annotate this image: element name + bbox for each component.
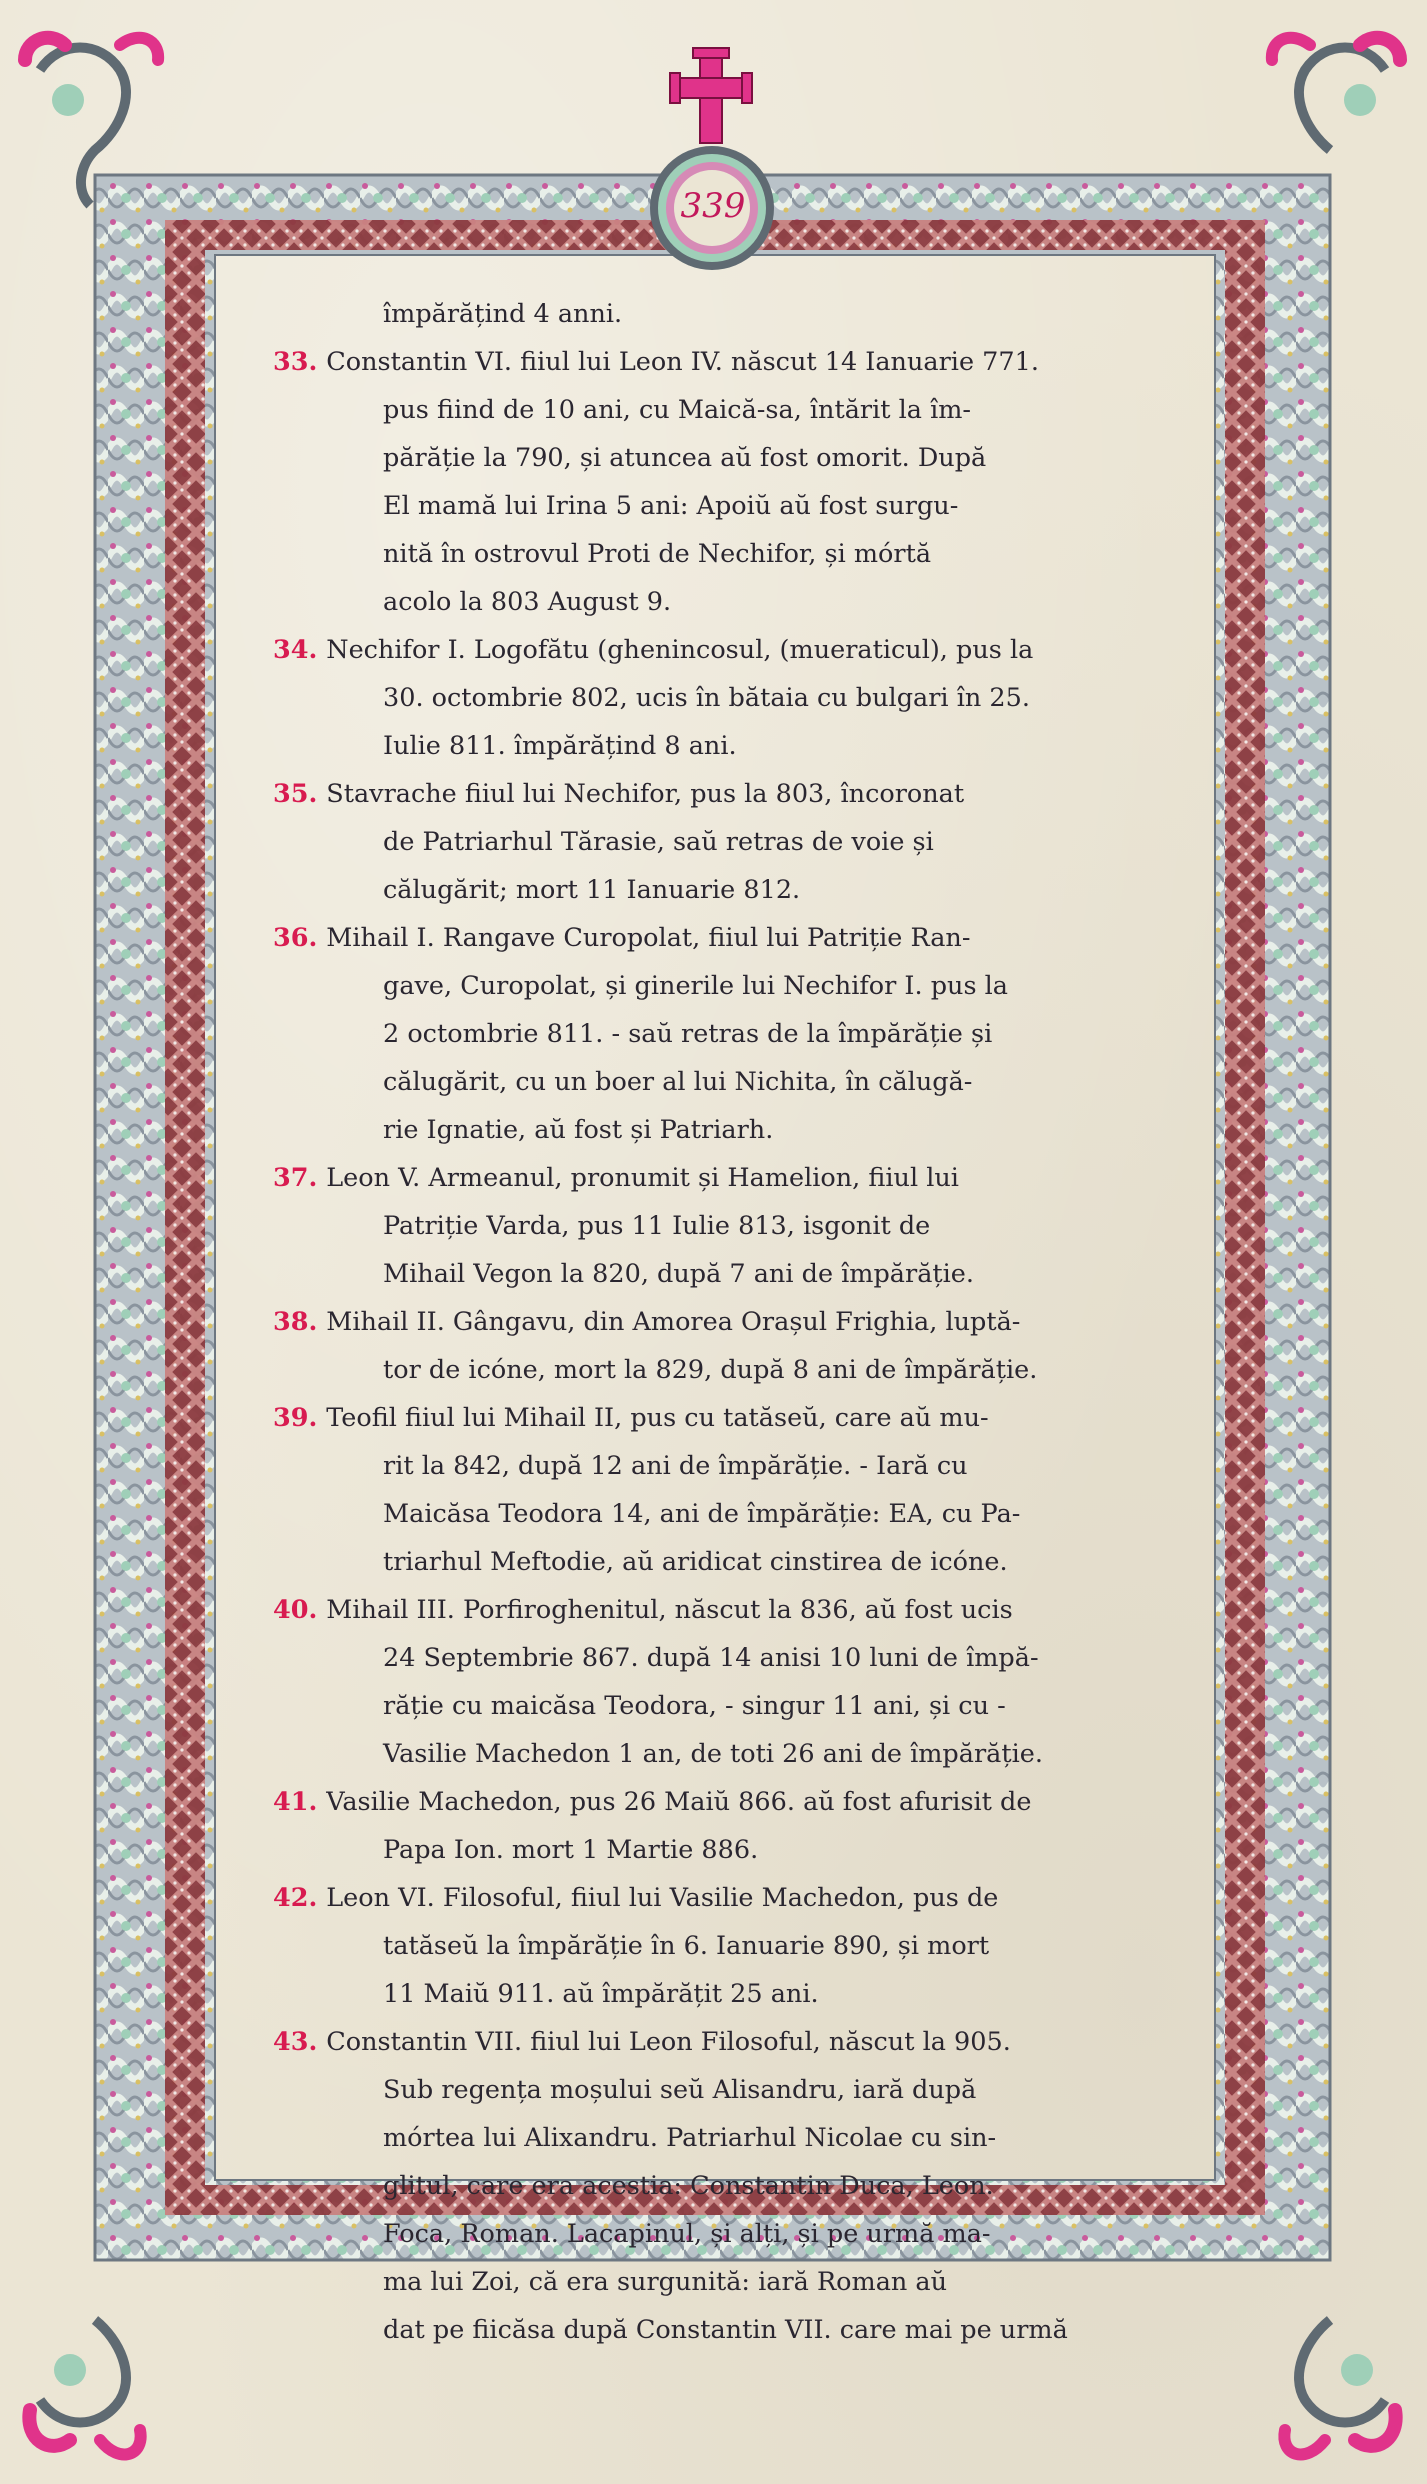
entry-line — [255, 1394, 1190, 1442]
entry-number: 33. — [273, 347, 327, 377]
text-line: triarhul Meftodie, aŭ aridicat cinstirea de icóne. — [383, 1547, 1008, 1577]
entry-text: Mihail III. Porfiroghenitul, născut la 836, aŭ fost ucis — [326, 1595, 1013, 1625]
entry-text: Leon VI. Filosoful, fiiul lui Vasilie Machedon, pus de — [326, 1883, 999, 1913]
entry-number: 37. — [273, 1163, 327, 1193]
text-line: Iulie 811. împărățind 8 ani. — [383, 731, 737, 761]
text-line: împărățind 4 anni. — [383, 299, 623, 329]
entry-number: 35. — [273, 779, 327, 809]
entry-number: 38. — [273, 1307, 327, 1337]
entry-line — [255, 1874, 1190, 1922]
entry-line — [255, 1778, 1190, 1826]
entry-line — [255, 626, 1190, 674]
corner-ornament-bottom-right — [1284, 2320, 1395, 2454]
entry-number: 34. — [273, 635, 327, 665]
text-line: pus fiind de 10 ani, cu Maică-sa, întărit la îm- — [383, 395, 972, 425]
text-line: părăție la 790, și atuncea aŭ fost omorit. După — [383, 443, 987, 473]
entry-text: Leon V. Armeanul, pronumit și Hamelion, fiiul lui — [326, 1163, 959, 1193]
text-line: tatăseŭ la împărăție în 6. Ianuarie 890, și mort — [383, 1931, 990, 1961]
entry-text: Constantin VI. fiiul lui Leon IV. născut 14 Ianuarie 771. — [326, 347, 1039, 377]
text-line: rie Ignatie, aŭ fost și Patriarh. — [383, 1115, 774, 1145]
corner-ornament-bottom-left — [29, 2320, 140, 2454]
entry-line — [255, 338, 1190, 386]
text-line: dat pe fiicăsa după Constantin VII. care mai pe urmă — [383, 2315, 1068, 2345]
text-line: călugărit; mort 11 Ianuarie 812. — [383, 875, 801, 905]
cross-icon — [670, 48, 752, 143]
entry-number: 39. — [273, 1403, 327, 1433]
entry-text: Teofil fiiul lui Mihail II, pus cu tatăseŭ, care aŭ mu- — [326, 1403, 989, 1433]
text-line: mórtea lui Alixandru. Patriarhul Nicolae cu sin- — [383, 2123, 997, 2153]
text-line: El mamă lui Irina 5 ani: Apoiŭ aŭ fost surgu- — [383, 491, 959, 521]
entry-text: Mihail II. Gângavu, din Amorea Orașul Frighia, luptă- — [326, 1307, 1021, 1337]
text-line: Sub regența moșului seŭ Alisandru, iară după — [383, 2075, 977, 2105]
entry-number: 41. — [273, 1787, 327, 1817]
text-line: glitul, care era acestia: Constantin Duca, Leon. — [383, 2171, 994, 2201]
entry-text: Stavrache fiiul lui Nechifor, pus la 803, încoronat — [326, 779, 965, 809]
text-line: Maicăsa Teodora 14, ani de împărăție: EA, cu Pa- — [383, 1499, 1021, 1529]
entry-text: Mihail I. Rangave Curopolat, fiiul lui Patriție Ran- — [326, 923, 971, 953]
text-line: 2 octombrie 811. - saŭ retras de la împărăție și — [383, 1019, 993, 1049]
text-line: Mihail Vegon la 820, după 7 ani de împărăție. — [383, 1259, 974, 1289]
text-line: Foca, Roman. Lacapinul, și alți, și pe urmă ma- — [383, 2219, 991, 2249]
text-line: de Patriarhul Tărasie, saŭ retras de voie și — [383, 827, 934, 857]
entry-text: Nechifor I. Logofătu (ghenincosul, (mueraticul), pus la — [326, 635, 1034, 665]
entry-line — [255, 1586, 1190, 1634]
text-line: ma lui Zoi, că era surgunită: iară Roman aŭ — [383, 2267, 948, 2297]
entry-line — [255, 1298, 1190, 1346]
entry-number: 42. — [273, 1883, 327, 1913]
text-line: rit la 842, după 12 ani de împărăție. - Iară cu — [383, 1451, 968, 1481]
text-line: 30. octombrie 802, ucis în bătaia cu bulgari în 25. — [383, 683, 1030, 713]
text-line: 24 Septembrie 867. după 14 anisi 10 luni de împă- — [383, 1643, 1039, 1673]
text-line: tor de icóne, mort la 829, după 8 ani de împărăție. — [383, 1355, 1038, 1385]
text-line: răție cu maicăsa Teodora, - singur 11 ani, și cu - — [383, 1691, 1006, 1721]
manuscript-text — [255, 290, 1190, 2345]
text-line: 11 Maiŭ 911. aŭ împărățit 25 ani. — [383, 1979, 819, 2009]
entry-text: Vasilie Machedon, pus 26 Maiŭ 866. aŭ fost afurisit de — [326, 1787, 1032, 1817]
text-line: Vasilie Machedon 1 an, de toti 26 ani de împărăție. — [383, 1739, 1043, 1769]
text-line: nită în ostrovul Proti de Nechifor, și mórtă — [383, 539, 932, 569]
entry-line — [255, 914, 1190, 962]
page-number: 339 — [680, 186, 746, 226]
entry-number: 36. — [273, 923, 327, 953]
entry-line — [255, 770, 1190, 818]
text-line: Patriție Varda, pus 11 Iulie 813, isgonit de — [383, 1211, 931, 1241]
entry-text: Constantin VII. fiiul lui Leon Filosoful, născut la 905. — [326, 2027, 1011, 2057]
entry-number: 40. — [273, 1595, 327, 1625]
text-line: călugărit, cu un boer al lui Nichita, în călugă- — [383, 1067, 973, 1097]
corner-ornament-top-right — [1272, 38, 1400, 150]
text-line: Papa Ion. mort 1 Martie 886. — [383, 1835, 759, 1865]
entry-number: 43. — [273, 2027, 327, 2057]
entry-line — [255, 2018, 1190, 2066]
text-line: gave, Curopolat, și ginerile lui Nechifor I. pus la — [383, 971, 1009, 1001]
entry-line — [255, 1154, 1190, 1202]
text-line: acolo la 803 August 9. — [383, 587, 672, 617]
